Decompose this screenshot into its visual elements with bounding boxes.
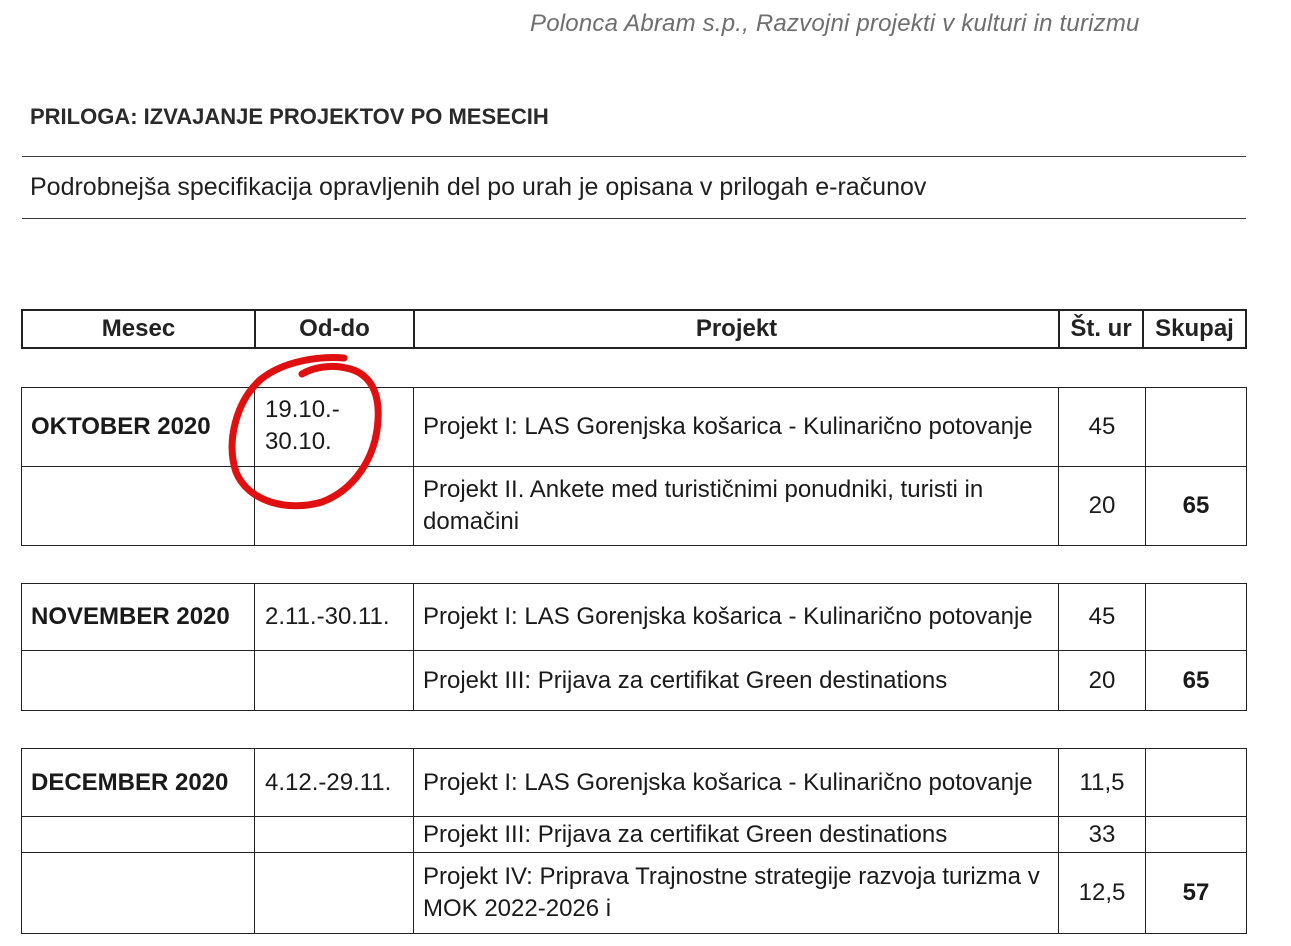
hours-value: 11,5 <box>1059 749 1146 817</box>
company-header: Polonca Abram s.p., Razvojni projekti v kulturi in turizmu <box>530 10 1140 37</box>
total-value <box>1146 388 1247 467</box>
table-row <box>22 467 1247 546</box>
period-empty <box>255 853 414 934</box>
total-value: 57 <box>1146 853 1247 934</box>
column-header-table <box>21 309 1247 349</box>
project-name: Projekt III: Prijava za certifikat Green destinations <box>414 817 1059 853</box>
project-name: Projekt IV: Priprava Trajnostne strategije razvoja turizma v MOK 2022-2026 i <box>414 853 1059 934</box>
month-label: DECEMBER 2020 <box>22 749 255 817</box>
column-header-period: Od-do <box>255 310 414 348</box>
hours-value: 45 <box>1059 584 1146 651</box>
table-row <box>22 584 1247 651</box>
period-empty <box>255 817 414 853</box>
month-table-november <box>21 583 1247 711</box>
divider-top <box>22 156 1246 157</box>
month-empty <box>22 853 255 934</box>
table-row <box>22 651 1247 711</box>
column-header-total: Skupaj <box>1143 310 1246 348</box>
period-line: 30.10. <box>265 428 332 455</box>
hours-value: 20 <box>1059 467 1146 546</box>
project-name: Projekt II. Ankete med turističnimi ponudniki, turisti in domačini <box>414 467 1059 546</box>
month-empty <box>22 651 255 711</box>
hours-value: 45 <box>1059 388 1146 467</box>
total-value: 65 <box>1146 651 1247 711</box>
month-empty <box>22 817 255 853</box>
project-name: Projekt I: LAS Gorenjska košarica - Kulinarično potovanje <box>414 584 1059 651</box>
divider-bottom <box>22 218 1246 219</box>
month-label: OKTOBER 2020 <box>22 388 255 467</box>
table-row <box>22 817 1247 853</box>
project-name: Projekt I: LAS Gorenjska košarica - Kulinarično potovanje <box>414 749 1059 817</box>
period-empty <box>255 467 414 546</box>
period-empty <box>255 651 414 711</box>
period-cell: 4.12.-29.11. <box>255 749 414 817</box>
month-table-october <box>21 387 1247 546</box>
table-row <box>22 388 1247 467</box>
project-name: Projekt III: Prijava za certifikat Green destinations <box>414 651 1059 711</box>
period-line: 19.10.- <box>265 396 340 423</box>
column-header-hours: Št. ur <box>1059 310 1143 348</box>
document-subtitle: Podrobnejša specifikacija opravljenih del po urah je opisana v prilogah e-računov <box>30 173 927 201</box>
total-value <box>1146 584 1247 651</box>
month-empty <box>22 467 255 546</box>
document-title: PRILOGA: IZVAJANJE PROJEKTOV PO MESECIH <box>30 104 549 129</box>
total-value: 65 <box>1146 467 1247 546</box>
month-table-december <box>21 748 1247 934</box>
period-cell: 2.11.-30.11. <box>255 584 414 651</box>
hours-value: 20 <box>1059 651 1146 711</box>
table-row <box>22 749 1247 817</box>
table-row <box>22 853 1247 934</box>
column-header-month: Mesec <box>22 310 255 348</box>
total-value <box>1146 749 1247 817</box>
total-value <box>1146 817 1247 853</box>
column-header-project: Projekt <box>414 310 1059 348</box>
period-cell <box>255 388 414 467</box>
hours-value: 33 <box>1059 817 1146 853</box>
project-name: Projekt I: LAS Gorenjska košarica - Kulinarično potovanje <box>414 388 1059 467</box>
hours-value: 12,5 <box>1059 853 1146 934</box>
month-label: NOVEMBER 2020 <box>22 584 255 651</box>
